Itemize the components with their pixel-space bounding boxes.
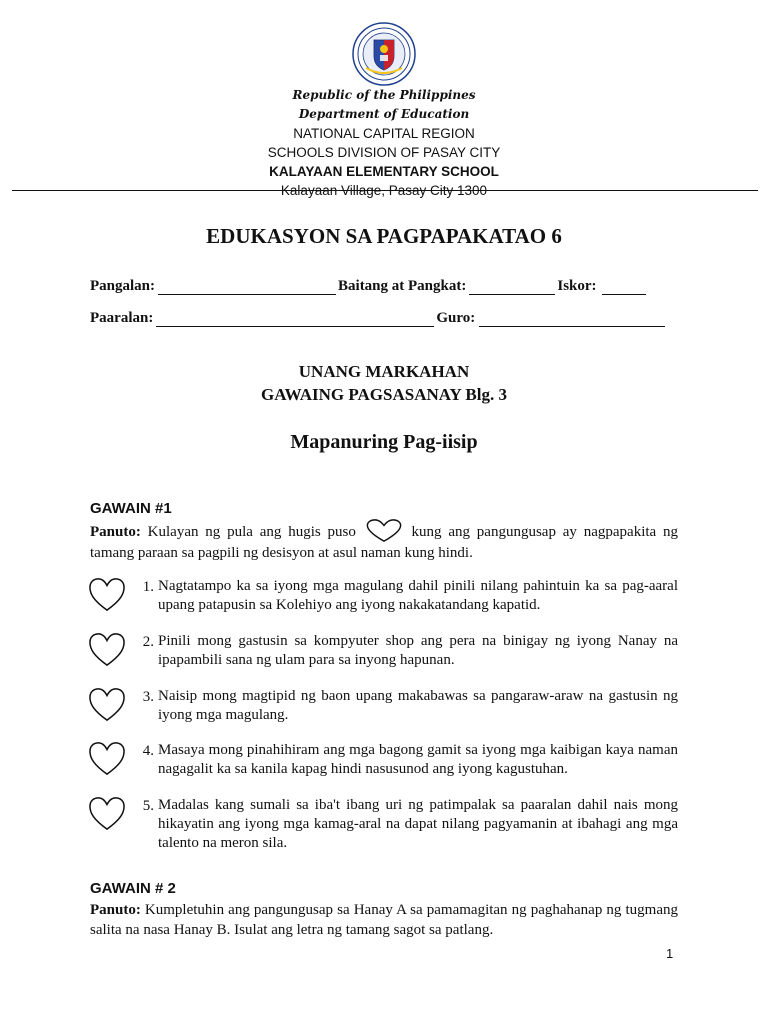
page-number: 1 [666,946,674,961]
iskor-label: Iskor: [557,278,597,294]
item-number: 1. [142,579,154,595]
pangalan-blank[interactable] [158,280,336,295]
department-line: Department of Education [298,107,470,121]
item-text: Naisip mong magtipid ng baon upang makabawas sa pangaraw-araw na gastusin ng iyong mga magulang. [158,688,678,723]
heart-icon [365,519,403,543]
division-line: SCHOOLS DIVISION OF PASAY CITY [267,145,501,160]
heart-icon[interactable] [88,796,126,832]
header-divider [12,190,758,191]
lesson-title: Mapanuring Pag-iisip [290,431,478,453]
gawain1-heading: GAWAIN #1 [90,500,172,517]
item-text: Nagtatampo ka sa iyong mga magulang dahil pinili nilang pahintuin ka sa pag-aaral upang patapusin sa Kolehiyo ang iyong nakakatandang kapatid. [158,578,678,613]
iskor-blank[interactable] [602,280,646,295]
fields-row-2 [90,310,667,327]
gawain1-panuto-label: Panuto: [90,524,141,540]
activity-number: GAWAING PAGSASANAY Blg. 3 [261,385,507,404]
heart-icon[interactable] [88,687,126,723]
item-number: 4. [142,743,154,759]
school-address: Kalayaan Village, Pasay City 1300 [280,183,488,198]
item-number: 3. [142,689,154,705]
heart-icon[interactable] [88,632,126,668]
item-text: Pinili mong gastusin sa kompyuter shop ang pera na binigay ng iyong Nanay na ipapambili sana ng ulam para sa inyong hapunan. [158,633,678,668]
item-number: 2. [142,634,154,650]
paaralan-blank[interactable] [156,312,434,327]
deped-seal-icon [352,22,416,86]
heart-icon[interactable] [88,741,126,777]
baitang-label: Baitang at Pangkat: [338,278,467,294]
subject-title: EDUKASYON SA PAGPAPAKATAO 6 [206,224,562,248]
quarter-label: UNANG MARKAHAN [298,362,470,381]
fields-row-1 [90,278,648,295]
republic-line: Republic of the Philippines [292,88,476,102]
gawain1-instructions [90,519,678,563]
guro-blank[interactable] [479,312,665,327]
gawain2-instructions [90,900,678,940]
heart-icon[interactable] [88,577,126,613]
school-header [0,86,768,200]
paaralan-label: Paaralan: [90,310,154,326]
item-text: Madalas kang sumali sa iba't ibang uri ng patimpalak sa paaralan dahil nais mong hikayatin ang iyong mga kamag-aral na dapat nilang pagyamanin at ibahagi ang mga talento na meron sila. [158,797,678,851]
gawain2-panuto-text: Kumpletuhin ang pangungusap sa Hanay A sa pamamagitan ng paghahanap ng tugmang salita na nasa Hanay B. Isulat ang letra ng tamang sagot sa patlang. [90,902,678,938]
gawain1-panuto-part1: Kulayan ng pula ang hugis puso [140,524,363,540]
quarter-heading [0,360,768,406]
gawain2-panuto-label: Panuto: [90,902,141,918]
item-number: 5. [142,798,154,814]
school-name: KALAYAAN ELEMENTARY SCHOOL [269,164,499,179]
pangalan-label: Pangalan: [90,278,156,294]
guro-label: Guro: [436,310,476,326]
baitang-blank[interactable] [469,280,555,295]
gawain2-heading: GAWAIN # 2 [90,880,176,897]
item-text: Masaya mong pinahihiram ang mga bagong gamit sa iyong mga kaibigan kaya naman nagagalit ka sa kanila kapag hindi nasusunod ang iyong kagustuhan. [158,742,678,777]
gawain1-panuto-part2: kung ang pangungusap ay nagpapakita ng tamang paraan sa pagpili ng desisyon at asul naman kung hindi. [90,524,679,561]
region-line: NATIONAL CAPITAL REGION [293,126,475,141]
